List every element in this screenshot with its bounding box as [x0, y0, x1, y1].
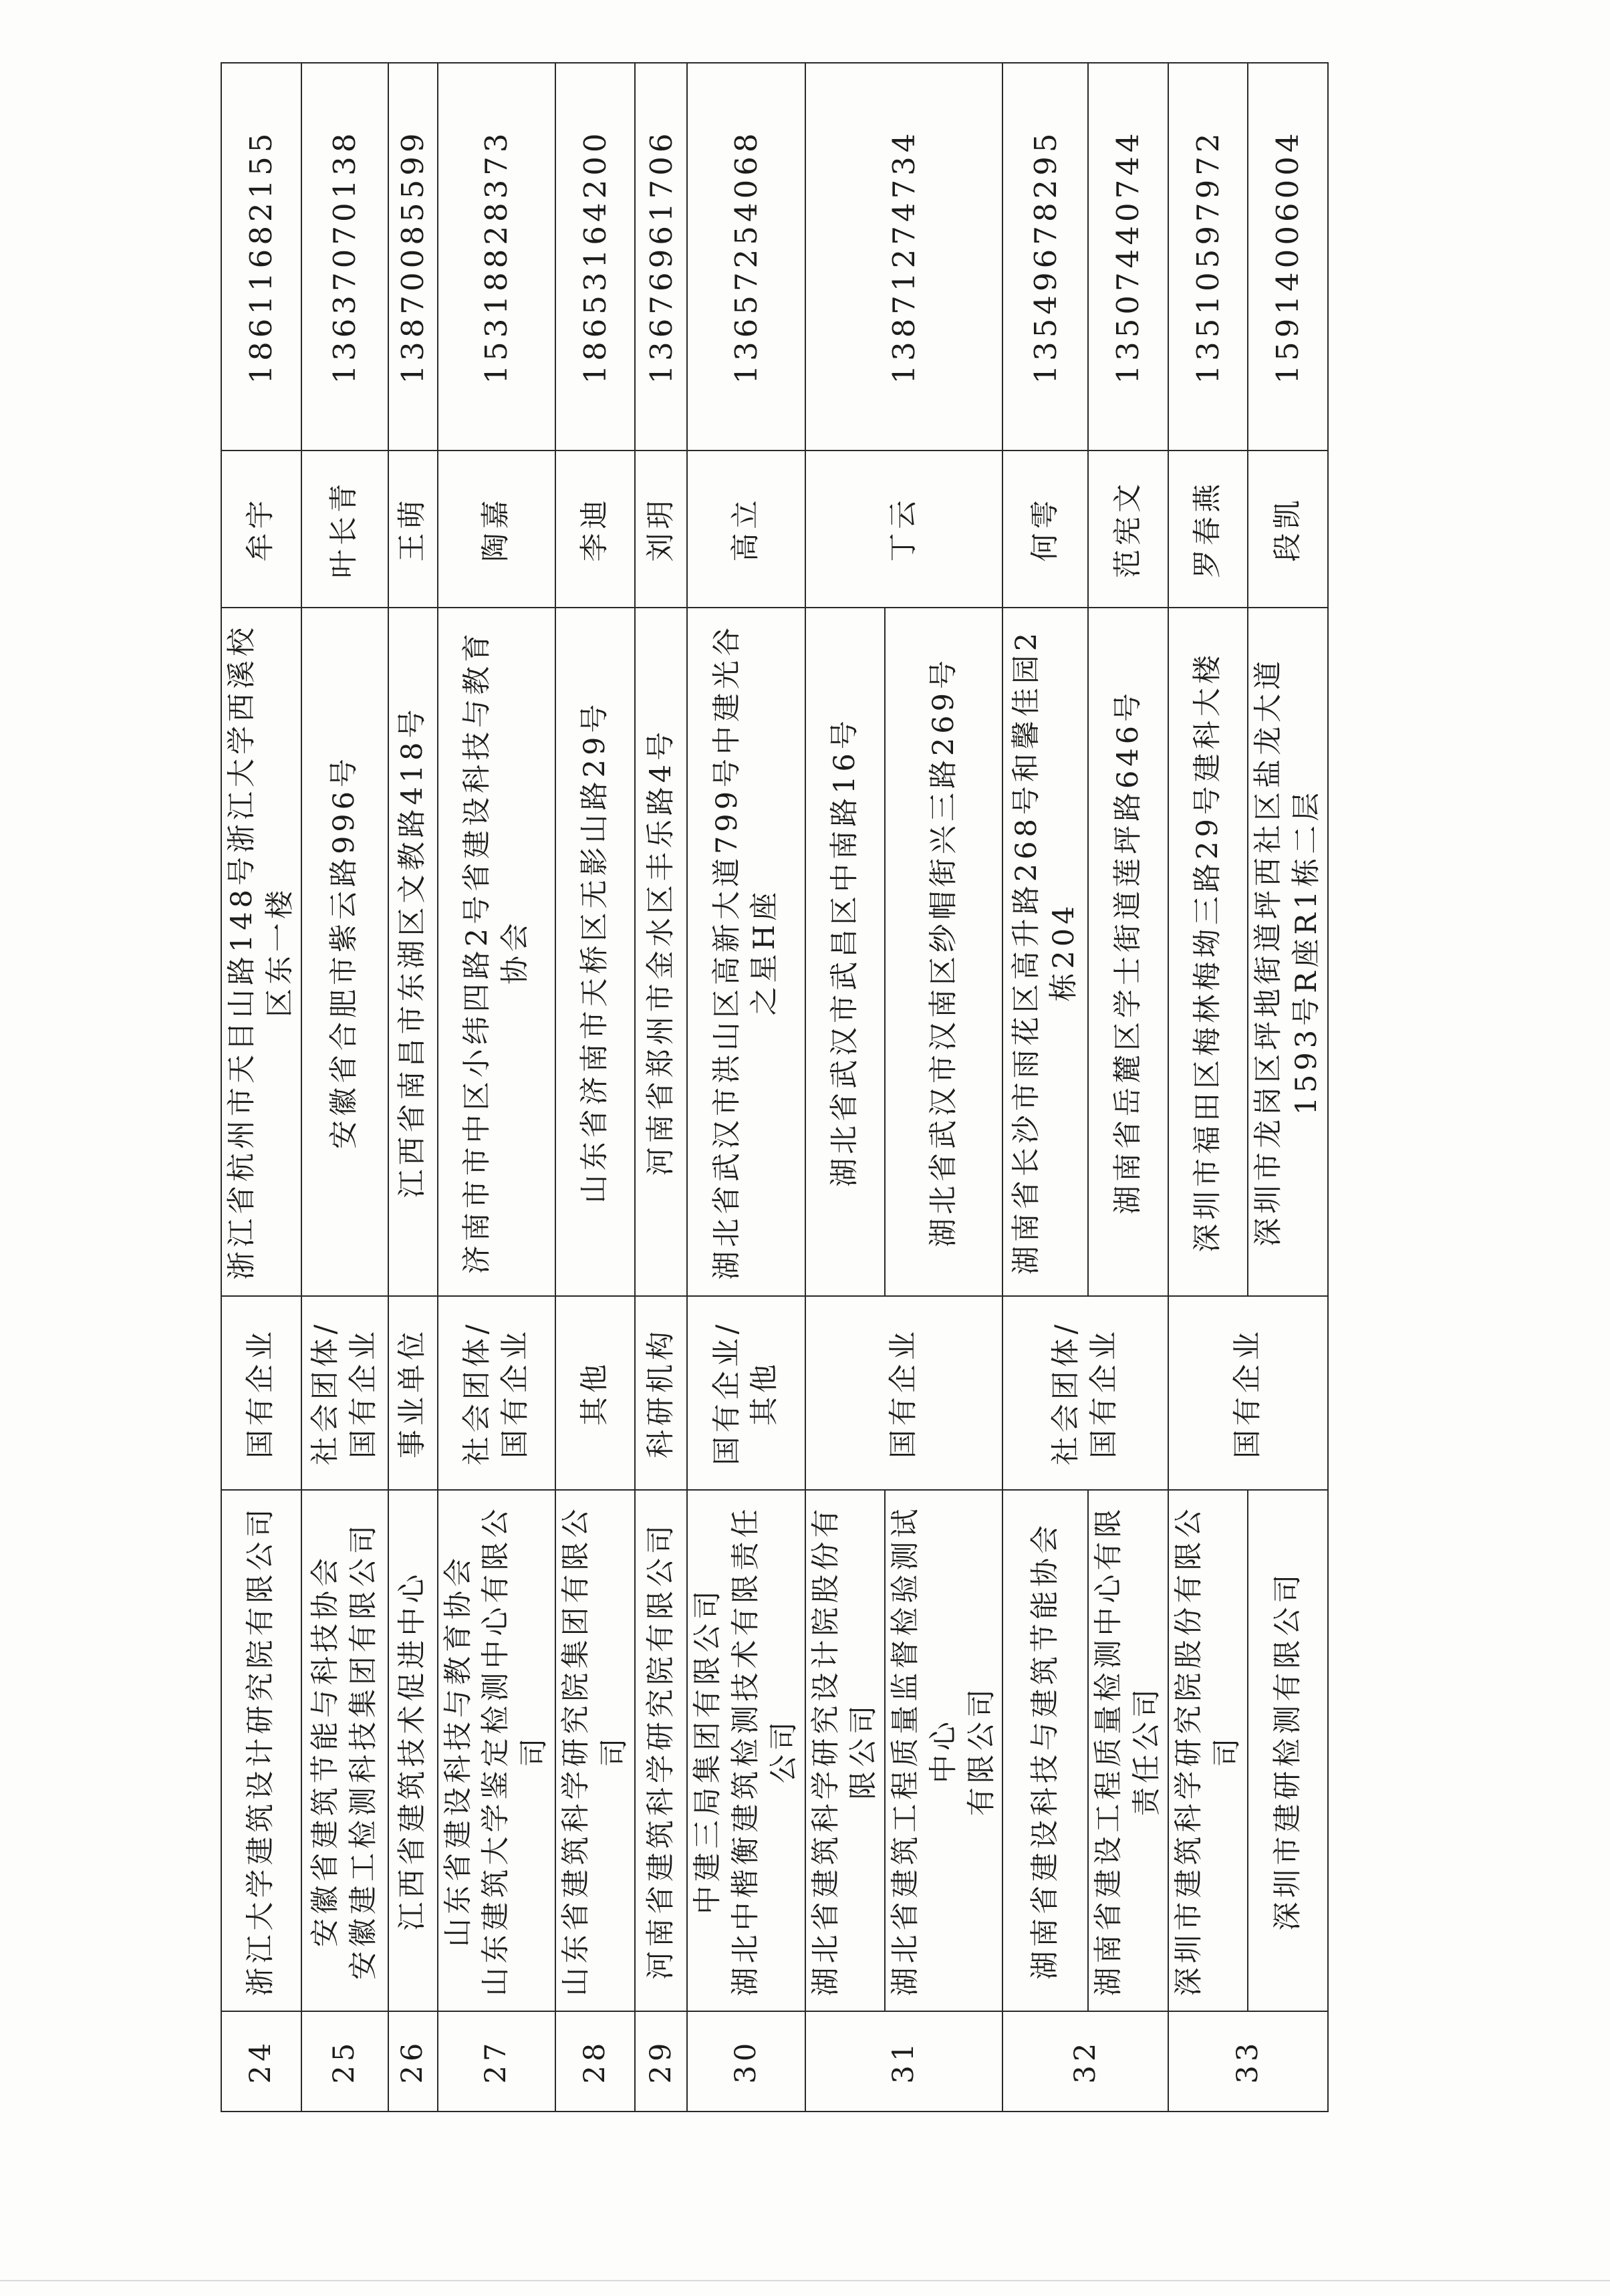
org-name: 湖北省建筑工程质量监督检验测试中心 有限公司	[885, 1490, 1002, 2011]
table-row	[1248, 63, 1328, 2112]
address: 湖北省武汉市洪山区高新大道799号中建光谷 之星H座	[687, 608, 805, 1296]
address: 深圳市福田区梅林梅坳三路29号建科大楼	[1168, 608, 1248, 1296]
table-row	[1002, 63, 1088, 2112]
phone-number: 18611682155	[221, 63, 301, 451]
row-number: 31	[805, 2011, 1003, 2112]
table-row	[388, 63, 438, 2112]
contact-person: 范宪文	[1088, 451, 1168, 608]
phone-number: 13870085599	[388, 63, 438, 451]
phone-number: 13507440744	[1088, 63, 1168, 451]
organization-contact-table	[221, 62, 1329, 2112]
org-name: 中建三局集团有限公司 湖北中楷衡建筑检测技术有限责任公司	[687, 1490, 805, 2011]
row-number: 29	[635, 2011, 687, 2112]
org-type: 科研机构	[635, 1296, 687, 1490]
address: 河南省郑州市金水区丰乐路4号	[635, 608, 687, 1296]
contact-person: 丁云	[805, 451, 1003, 608]
org-type: 国有企业	[805, 1296, 1003, 1490]
row-number: 32	[1002, 2011, 1168, 2112]
phone-number: 18653164200	[555, 63, 636, 451]
row-number: 27	[438, 2011, 555, 2112]
contact-person: 陶嘉	[438, 451, 555, 608]
org-name: 山东省建设科技与教育协会 山东建筑大学鉴定检测中心有限公司	[438, 1490, 555, 2011]
org-type: 社会团体/ 国有企业	[438, 1296, 555, 1490]
org-name: 江西省建筑技术促进中心	[388, 1490, 438, 2011]
contact-person: 何雩	[1002, 451, 1088, 608]
contact-person: 刘玥	[635, 451, 687, 608]
row-number: 30	[687, 2011, 805, 2112]
contact-person: 牟宇	[221, 451, 301, 608]
address: 浙江省杭州市天目山路148号浙江大学西溪校 区东一楼	[221, 608, 301, 1296]
rotated-table-frame	[221, 63, 1323, 2112]
contact-person: 罗春燕	[1168, 451, 1248, 608]
phone-number: 13510597972	[1168, 63, 1248, 451]
address: 湖北省武汉市汉南区纱帽街兴三路269号	[885, 608, 1002, 1296]
org-name: 浙江大学建筑设计研究院有限公司	[221, 1490, 301, 2011]
phone-number: 13871274734	[805, 63, 1003, 451]
org-name: 湖北省建筑科学研究设计院股份有限公司	[805, 1490, 886, 2011]
table-row	[221, 63, 301, 2112]
address: 济南市市中区小纬四路2号省建设科技与教育 协会	[438, 608, 555, 1296]
org-name: 河南省建筑科学研究院有限公司	[635, 1490, 687, 2011]
table-row	[438, 63, 555, 2112]
address: 湖南省长沙市雨花区高升路268号和馨佳园2 栋204	[1002, 608, 1088, 1296]
org-name: 安徽省建筑节能与科技协会 安徽建工检测科技集团有限公司	[301, 1490, 388, 2011]
table-row	[301, 63, 388, 2112]
contact-person: 王萌	[388, 451, 438, 608]
address: 湖南省岳麓区学士街道莲坪路646号	[1088, 608, 1168, 1296]
row-number: 24	[221, 2011, 301, 2112]
phone-number: 13676961706	[635, 63, 687, 451]
org-type: 国有企业/ 其他	[687, 1296, 805, 1490]
table-row	[687, 63, 805, 2112]
address: 深圳市龙岗区坪地街道坪西社区盐龙大道 1593号R座R1栋二层	[1248, 608, 1328, 1296]
org-type: 社会团体/ 国有企业	[301, 1296, 388, 1490]
table-row	[805, 63, 886, 2112]
table-row	[555, 63, 636, 2112]
address: 江西省南昌市东湖区文教路418号	[388, 608, 438, 1296]
contact-person: 高立	[687, 451, 805, 608]
scan-edge-line	[0, 2280, 1610, 2281]
phone-number: 13549678295	[1002, 63, 1088, 451]
org-name: 山东省建筑科学研究院集团有限公司	[555, 1490, 636, 2011]
org-name: 深圳市建筑科学研究院股份有限公司	[1168, 1490, 1248, 2011]
table-row	[1168, 63, 1248, 2112]
table-row	[1088, 63, 1168, 2112]
org-type: 事业单位	[388, 1296, 438, 1490]
phone-number: 13637070138	[301, 63, 388, 451]
row-number: 25	[301, 2011, 388, 2112]
address: 山东省济南市天桥区无影山路29号	[555, 608, 636, 1296]
address: 湖北省武汉市武昌区中南路16号	[805, 608, 886, 1296]
org-name: 深圳市建研检测有限公司	[1248, 1490, 1328, 2011]
row-number: 28	[555, 2011, 636, 2112]
table-row	[635, 63, 687, 2112]
contact-person: 段凯	[1248, 451, 1328, 608]
phone-number: 15914006004	[1248, 63, 1328, 451]
address: 安徽省合肥市紫云路996号	[301, 608, 388, 1296]
org-type: 国有企业	[1168, 1296, 1328, 1490]
contact-person: 李迪	[555, 451, 636, 608]
row-number: 33	[1168, 2011, 1328, 2112]
org-type: 国有企业	[221, 1296, 301, 1490]
row-number: 26	[388, 2011, 438, 2112]
org-name: 湖南省建设工程质量检测中心有限责任公司	[1088, 1490, 1168, 2011]
org-type: 社会团体/ 国有企业	[1002, 1296, 1168, 1490]
org-name: 湖南省建设科技与建筑节能协会	[1002, 1490, 1088, 2011]
contact-person: 叶长青	[301, 451, 388, 608]
org-type: 其他	[555, 1296, 636, 1490]
phone-number: 15318828373	[438, 63, 555, 451]
phone-number: 13657254068	[687, 63, 805, 451]
